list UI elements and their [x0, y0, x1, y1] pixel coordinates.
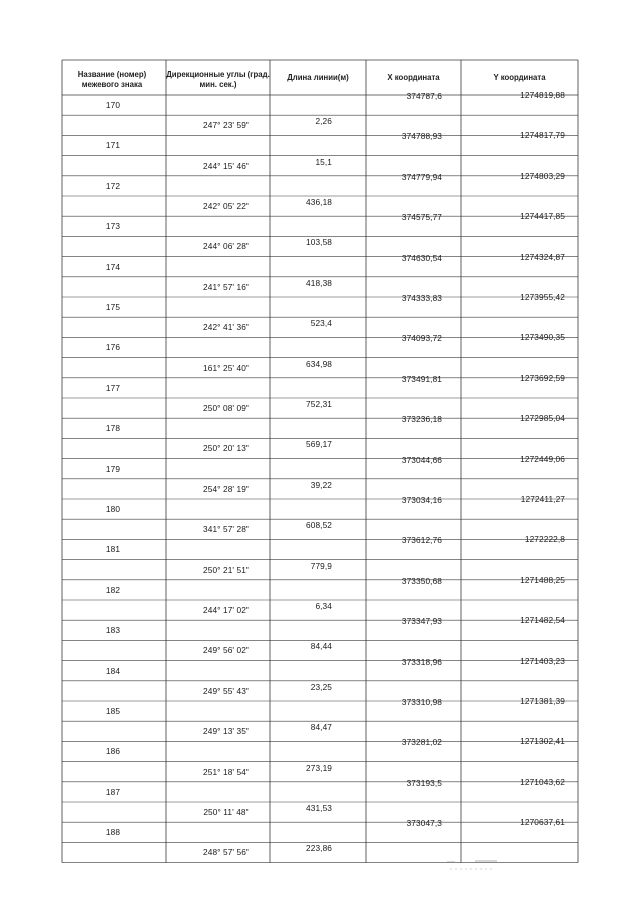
segment-direction-angle: 241° 57' 16": [203, 281, 249, 292]
segment-direction-angle: 244° 17' 02": [203, 605, 249, 615]
point-x-coordinate: 373047,3: [406, 818, 442, 829]
segment-length: 431,53: [306, 803, 332, 813]
point-name: 185: [105, 706, 121, 716]
point-y-coordinate: 1271043,62: [520, 776, 565, 787]
point-x-coordinate: 373236,18: [401, 414, 442, 425]
point-x-coordinate: 374575,77: [401, 212, 442, 223]
point-x-coordinate: 373034,16: [401, 495, 442, 505]
segment-length: 569,17: [306, 439, 332, 450]
segment-length: 15,1: [315, 156, 332, 167]
segment-length: 273,19: [306, 762, 332, 773]
point-y-coordinate: 1272985,04: [520, 413, 565, 424]
point-y-coordinate: 1272449,06: [520, 453, 565, 464]
segment-direction-angle: 254° 28' 19": [203, 483, 249, 494]
point-name: 184: [105, 665, 121, 676]
point-x-coordinate: 374630,54: [401, 252, 442, 263]
segment-direction-angle: 249° 56' 02": [203, 645, 249, 656]
segment-direction-angle: 242° 41' 36": [203, 322, 249, 333]
point-x-coordinate: 373044,66: [401, 454, 442, 465]
header-y: Y координата: [493, 73, 546, 82]
segment-direction-angle: 161° 25' 40": [203, 362, 249, 373]
point-name: 176: [105, 342, 121, 353]
point-name: 182: [105, 584, 121, 595]
segment-direction-angle: 250° 08' 09": [203, 403, 249, 413]
segment-length: 634,98: [306, 358, 332, 369]
point-y-coordinate: 1273692,59: [520, 372, 565, 383]
point-y-coordinate: 1273490,35: [520, 332, 565, 343]
segment-direction-angle: 242° 05' 22": [203, 201, 249, 211]
point-x-coordinate: 374333,83: [401, 293, 442, 303]
segment-length: 223,86: [306, 843, 332, 854]
segment-direction-angle: 251° 18' 54": [203, 766, 249, 777]
point-name: 180: [105, 504, 121, 514]
segment-length: 6,34: [315, 601, 332, 611]
header-angle: Дирекционные углы (град. мин. сек.): [166, 70, 270, 89]
point-name: 173: [105, 221, 121, 232]
point-name: 186: [105, 746, 121, 757]
point-y-coordinate: 1271488,25: [520, 574, 565, 585]
point-name: 172: [105, 180, 121, 191]
segment-direction-angle: 249° 13' 35": [203, 726, 249, 737]
point-x-coordinate: 374788,93: [401, 131, 442, 142]
segment-direction-angle: 244° 15' 46": [203, 160, 249, 171]
point-x-coordinate: 373491,81: [401, 373, 442, 384]
segment-length: 779,9: [310, 560, 332, 571]
point-x-coordinate: 373350,68: [401, 575, 442, 586]
point-name: 181: [105, 544, 121, 555]
segment-length: 23,25: [310, 681, 332, 692]
point-x-coordinate: 374779,94: [401, 171, 442, 182]
point-y-coordinate: 1271482,54: [520, 615, 565, 626]
segment-direction-angle: 250° 20' 13": [203, 443, 249, 454]
point-name: 175: [105, 302, 121, 312]
segment-length: 436,18: [306, 197, 332, 207]
segment-direction-angle: 249° 55' 43": [203, 685, 249, 696]
segment-length: 418,38: [306, 277, 332, 288]
point-name: 188: [105, 827, 121, 838]
point-y-coordinate: 1271381,39: [520, 696, 565, 706]
segment-length: 84,44: [310, 641, 332, 652]
point-x-coordinate: 373281,02: [401, 737, 442, 748]
point-y-coordinate: 1274417,85: [520, 211, 565, 222]
point-y-coordinate: 1271302,41: [520, 736, 565, 747]
segment-length: 39,22: [310, 479, 332, 490]
point-name: 187: [105, 786, 121, 797]
header-length: Длина линии(м): [287, 73, 349, 82]
segment-length: 523,4: [310, 318, 332, 329]
point-name: 170: [105, 100, 121, 110]
segment-length: 2,26: [315, 116, 332, 127]
point-y-coordinate: 1274817,79: [520, 130, 565, 141]
point-x-coordinate: 373310,98: [401, 697, 442, 707]
segment-length: 103,58: [306, 237, 332, 248]
segment-direction-angle: 250° 21' 51": [203, 564, 249, 575]
header-x: X координата: [387, 73, 440, 82]
segment-direction-angle: 247° 23' 59": [203, 120, 249, 131]
point-y-coordinate: 1274324,87: [520, 251, 565, 262]
point-y-coordinate: 1274819,88: [520, 90, 565, 100]
segment-length: 84,47: [310, 722, 332, 733]
segment-length: 608,52: [306, 520, 332, 531]
point-y-coordinate: 1272411,27: [520, 494, 565, 504]
point-name: 183: [105, 625, 121, 636]
point-y-coordinate: 1272222,8: [524, 534, 565, 545]
point-y-coordinate: 1270637,61: [520, 817, 565, 828]
point-x-coordinate: 373193,5: [406, 777, 442, 788]
point-name: 179: [105, 463, 121, 474]
scan-mark: [445, 858, 505, 874]
point-x-coordinate: 373318,96: [401, 656, 442, 667]
segment-direction-angle: 248° 57' 56": [203, 847, 249, 858]
segment-direction-angle: 244° 06' 28": [203, 241, 249, 252]
point-x-coordinate: 373612,76: [401, 535, 442, 546]
point-name: 178: [105, 423, 121, 434]
point-x-coordinate: 374787,6: [406, 91, 442, 101]
point-x-coordinate: 373347,93: [401, 616, 442, 627]
point-y-coordinate: 1274803,29: [520, 170, 565, 181]
point-y-coordinate: 1271403,23: [520, 655, 565, 666]
point-name: 177: [105, 382, 121, 393]
point-x-coordinate: 374093,72: [401, 333, 442, 344]
point-y-coordinate: 1273955,42: [520, 292, 565, 302]
segment-direction-angle: 250° 11' 48": [203, 807, 249, 817]
point-name: 171: [105, 140, 121, 151]
point-name: 174: [105, 261, 121, 272]
segment-direction-angle: 341° 57' 28": [203, 524, 249, 535]
header-name: Название (номер) межевого знака: [77, 70, 147, 89]
segment-length: 752,31: [306, 399, 332, 409]
